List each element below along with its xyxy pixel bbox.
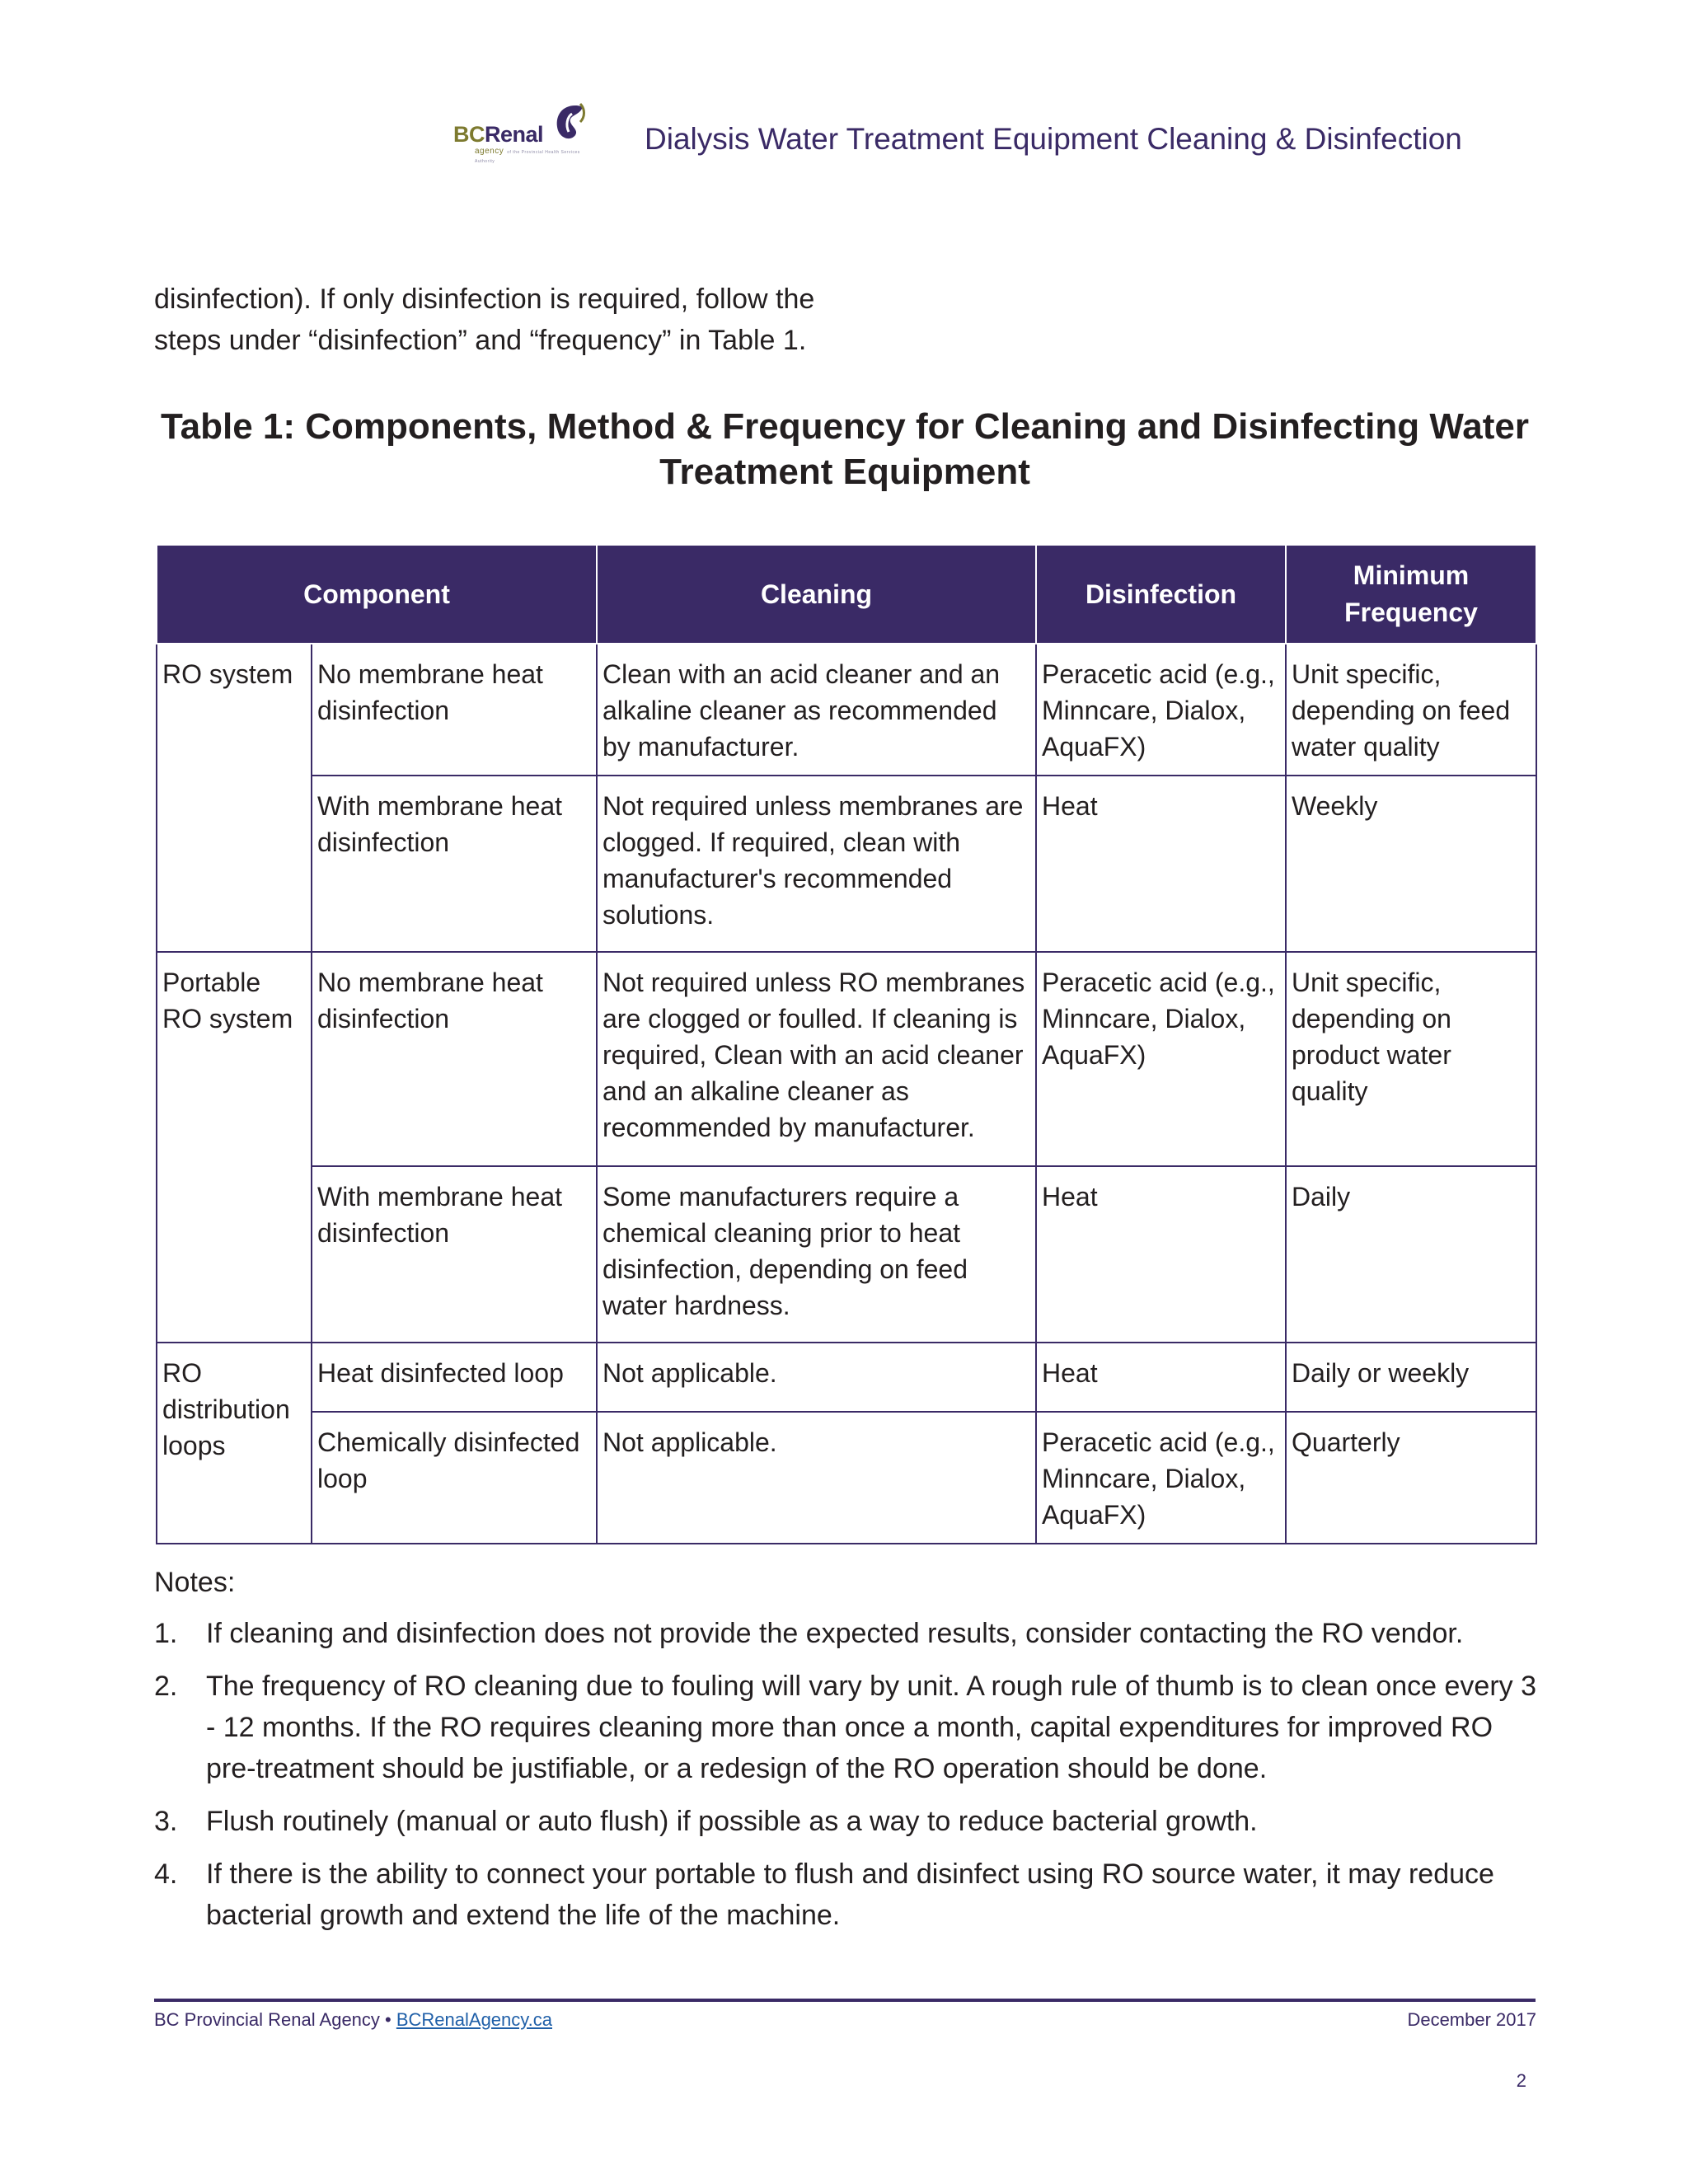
frequency-cell: Daily [1286, 1166, 1536, 1343]
note-item [154, 1801, 1539, 1842]
notes-list [154, 1613, 1539, 1936]
cleaning-cell: Not applicable. [597, 1343, 1036, 1412]
table-header-row [157, 545, 1536, 644]
component-cell: RO distribution loops [157, 1343, 312, 1544]
table-row [157, 1166, 1536, 1343]
note-number: 4. [154, 1858, 178, 1890]
cleaning-cell: Not required unless RO membranes are clogged or foulled. If cleaning is required, Clean with an acid cleaner and an alkaline cleaner as recommended by manufacturer. [597, 952, 1036, 1166]
frequency-cell: Weekly [1286, 776, 1536, 952]
footer-org-name: BC Provincial Renal Agency • [154, 2009, 392, 2030]
disinfection-cell: Heat [1036, 1166, 1286, 1343]
disinfection-cell: Peracetic acid (e.g., Minncare, Dialox, AquaFX) [1036, 1412, 1286, 1544]
footer-divider [154, 1999, 1536, 2002]
page-header [453, 99, 1525, 165]
cleaning-cell: Not applicable. [597, 1412, 1036, 1544]
note-number: 2. [154, 1671, 178, 1702]
page-number: 2 [1516, 2070, 1526, 2091]
table-row [157, 776, 1536, 952]
frequency-cell: Unit specific, depending on feed water quality [1286, 644, 1536, 776]
component-cell: Portable RO system [157, 952, 312, 1343]
header-disinfection: Disinfection [1036, 545, 1286, 644]
note-number: 1. [154, 1618, 178, 1649]
disinfection-cell: Heat [1036, 1343, 1286, 1412]
disinfection-cell: Peracetic acid (e.g., Minncare, Dialox, AquaFX) [1036, 952, 1286, 1166]
note-number: 3. [154, 1806, 178, 1837]
subcomponent-cell: Heat disinfected loop [312, 1343, 597, 1412]
frequency-cell: Quarterly [1286, 1412, 1536, 1544]
logo-renal-text: Renal [485, 122, 544, 147]
note-text: If cleaning and disinfection does not provide the expected results, consider contacting the RO vendor. [206, 1618, 1464, 1649]
cleaning-cell: Clean with an acid cleaner and an alkaline cleaner as recommended by manufacturer. [597, 644, 1036, 776]
footer-date: December 2017 [1407, 2009, 1536, 2030]
intro-paragraph [154, 279, 896, 361]
note-text: Flush routinely (manual or auto flush) if possible as a way to reduce bacterial growth. [206, 1806, 1258, 1837]
header-component: Component [157, 545, 597, 644]
document-title: Dialysis Water Treatment Equipment Cleaning & Disinfection [645, 122, 1462, 156]
component-cell: RO system [157, 644, 312, 952]
subcomponent-cell: No membrane heat disinfection [312, 952, 597, 1166]
logo-agency-word: agency [475, 147, 504, 156]
note-item [154, 1613, 1539, 1654]
logo-agency-text [475, 147, 593, 165]
note-text: The frequency of RO cleaning due to fouling will vary by unit. A rough rule of thumb is to clean once every 3 - 12 months. If the RO requires cleaning more than once a month, capital expenditures for improved RO pre-treatment should be justifiable, or a redesign of the RO operation should be done. [206, 1671, 1537, 1784]
subcomponent-cell: Chemically disinfected loop [312, 1412, 597, 1544]
notes-section [154, 1562, 1539, 1947]
table-row [157, 644, 1536, 776]
frequency-cell: Daily or weekly [1286, 1343, 1536, 1412]
logo-tagline: of the Provincial Health Services Authority [475, 150, 580, 164]
cleaning-cell: Not required unless membranes are clogged. If required, clean with manufacturer's recommended solutions. [597, 776, 1036, 952]
frequency-cell: Unit specific, depending on product water quality [1286, 952, 1536, 1166]
disinfection-cell: Peracetic acid (e.g., Minncare, Dialox, AquaFX) [1036, 644, 1286, 776]
logo-bc-text: BC [453, 122, 485, 147]
logo-wordmark [453, 122, 543, 148]
header-minimum-frequency: Minimum Frequency [1286, 545, 1536, 644]
cleaning-table [156, 544, 1537, 1544]
bcrenal-logo [453, 101, 593, 164]
table-title: Table 1: Components, Method & Frequency for Cleaning and Disinfecting Water Treatment Equipment [161, 406, 1529, 492]
footer-organization [154, 2009, 552, 2031]
table-row [157, 1343, 1536, 1412]
table-row [157, 1412, 1536, 1544]
footer-website-link[interactable]: BCRenalAgency.ca [396, 2009, 552, 2030]
note-item [154, 1854, 1539, 1936]
cleaning-cell: Some manufacturers require a chemical cleaning prior to heat disinfection, depending on feed water hardness. [597, 1166, 1036, 1343]
subcomponent-cell: No membrane heat disinfection [312, 644, 597, 776]
kidney-logo-icon [551, 101, 588, 147]
header-cleaning: Cleaning [597, 545, 1036, 644]
note-text: If there is the ability to connect your portable to flush and disinfect using RO source water, it may reduce bacterial growth and extend the life of the machine. [206, 1858, 1494, 1931]
note-item [154, 1666, 1539, 1789]
intro-line-1: disinfection). If only disinfection is required, follow the [154, 284, 815, 315]
disinfection-cell: Heat [1036, 776, 1286, 952]
subcomponent-cell: With membrane heat disinfection [312, 1166, 597, 1343]
table-row [157, 952, 1536, 1166]
intro-line-2: steps under “disinfection” and “frequency” in Table 1. [154, 325, 807, 356]
notes-heading: Notes: [154, 1567, 236, 1598]
subcomponent-cell: With membrane heat disinfection [312, 776, 597, 952]
